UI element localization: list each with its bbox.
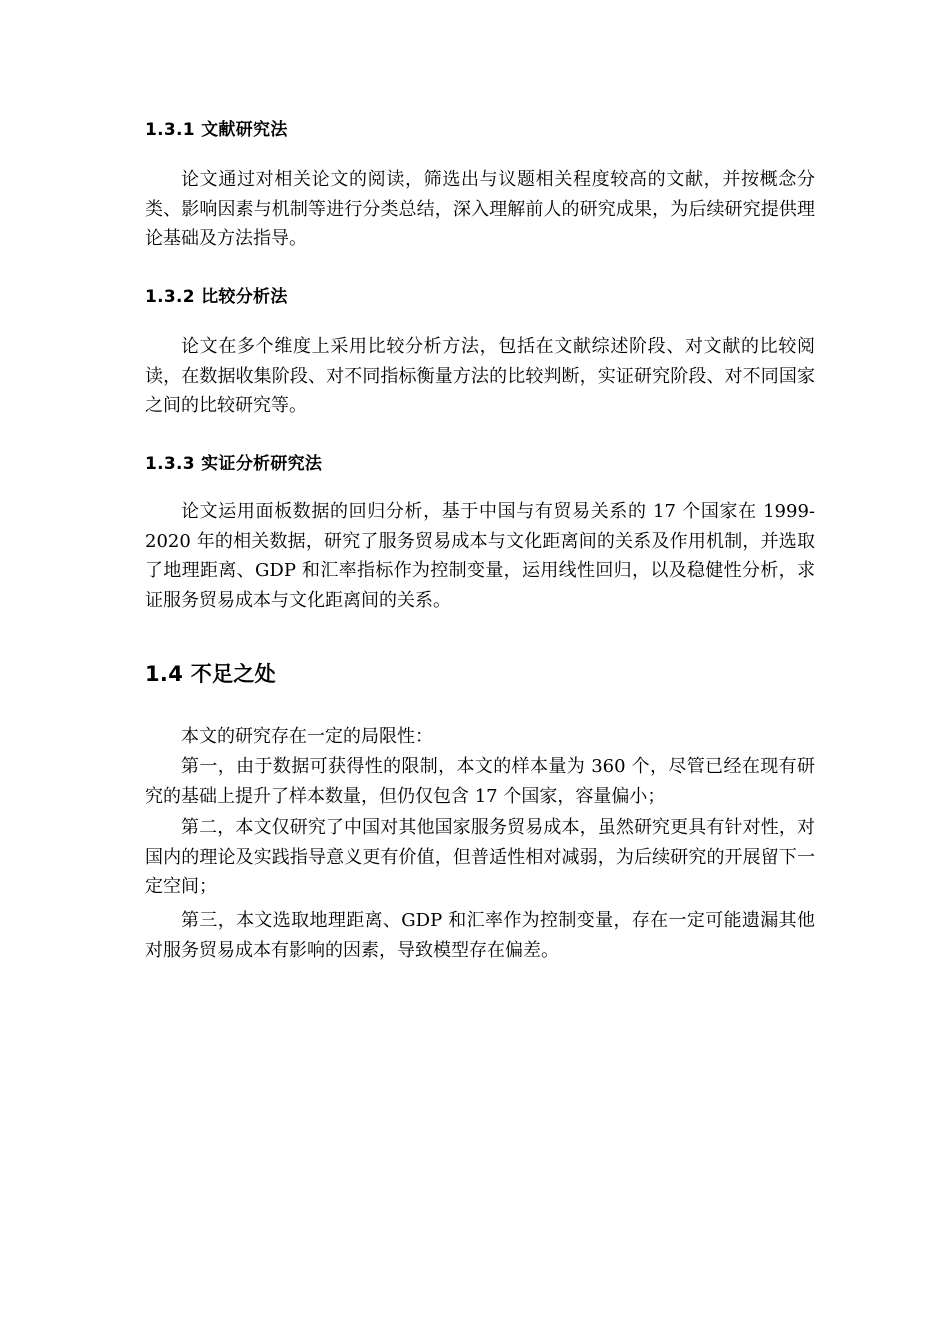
heading-1-3-2: 1.3.2 比较分析法 xyxy=(145,287,288,307)
paragraph-1-3-1: 论文通过对相关论文的阅读，筛选出与议题相关程度较高的文献，并按概念分类、影响因素与机制等进行分类总结，深入理解前人的研究成果，为后续研究提供理论基础及方法指导。 xyxy=(145,169,815,249)
heading-1-3-3: 1.3.3 实证分析研究法 xyxy=(145,454,323,474)
paragraph-1-3-2: 论文在多个维度上采用比较分析方法，包括在文献综述阶段、对文献的比较阅读，在数据收集阶段、对不同指标衡量方法的比较判断，实证研究阶段、对不同国家之间的比较研究等。 xyxy=(145,336,815,416)
paragraph-1-4-point1: 第一，由于数据可获得性的限制，本文的样本量为 360 个，尽管已经在现有研究的基础上提升了样本数量，但仍仅包含 17 个国家，容量偏小； xyxy=(145,756,815,807)
paragraph-1-4-point2: 第二，本文仅研究了中国对其他国家服务贸易成本，虽然研究更具有针对性，对国内的理论及实践指导意义更有价值，但普适性相对减弱，为后续研究的开展留下一定空间； xyxy=(145,817,815,897)
paragraph-1-4-intro: 本文的研究存在一定的局限性： xyxy=(181,726,433,747)
heading-1-4: 1.4 不足之处 xyxy=(145,662,276,686)
paragraph-1-3-3: 论文运用面板数据的回归分析，基于中国与有贸易关系的 17 个国家在 1999-2020 年的相关数据，研究了服务贸易成本与文化距离间的关系及作用机制，并选取了地理距离、GDP 和汇率指标作为控制变量，运用线性回归，以及稳健性分析，求证服务贸易成本与文化距离间的关系。 xyxy=(145,501,815,611)
paragraph-1-4-point3: 第三，本文选取地理距离、GDP 和汇率作为控制变量，存在一定可能遗漏其他对服务贸易成本有影响的因素，导致模型存在偏差。 xyxy=(145,910,815,961)
heading-1-3-1: 1.3.1 文献研究法 xyxy=(145,120,288,140)
